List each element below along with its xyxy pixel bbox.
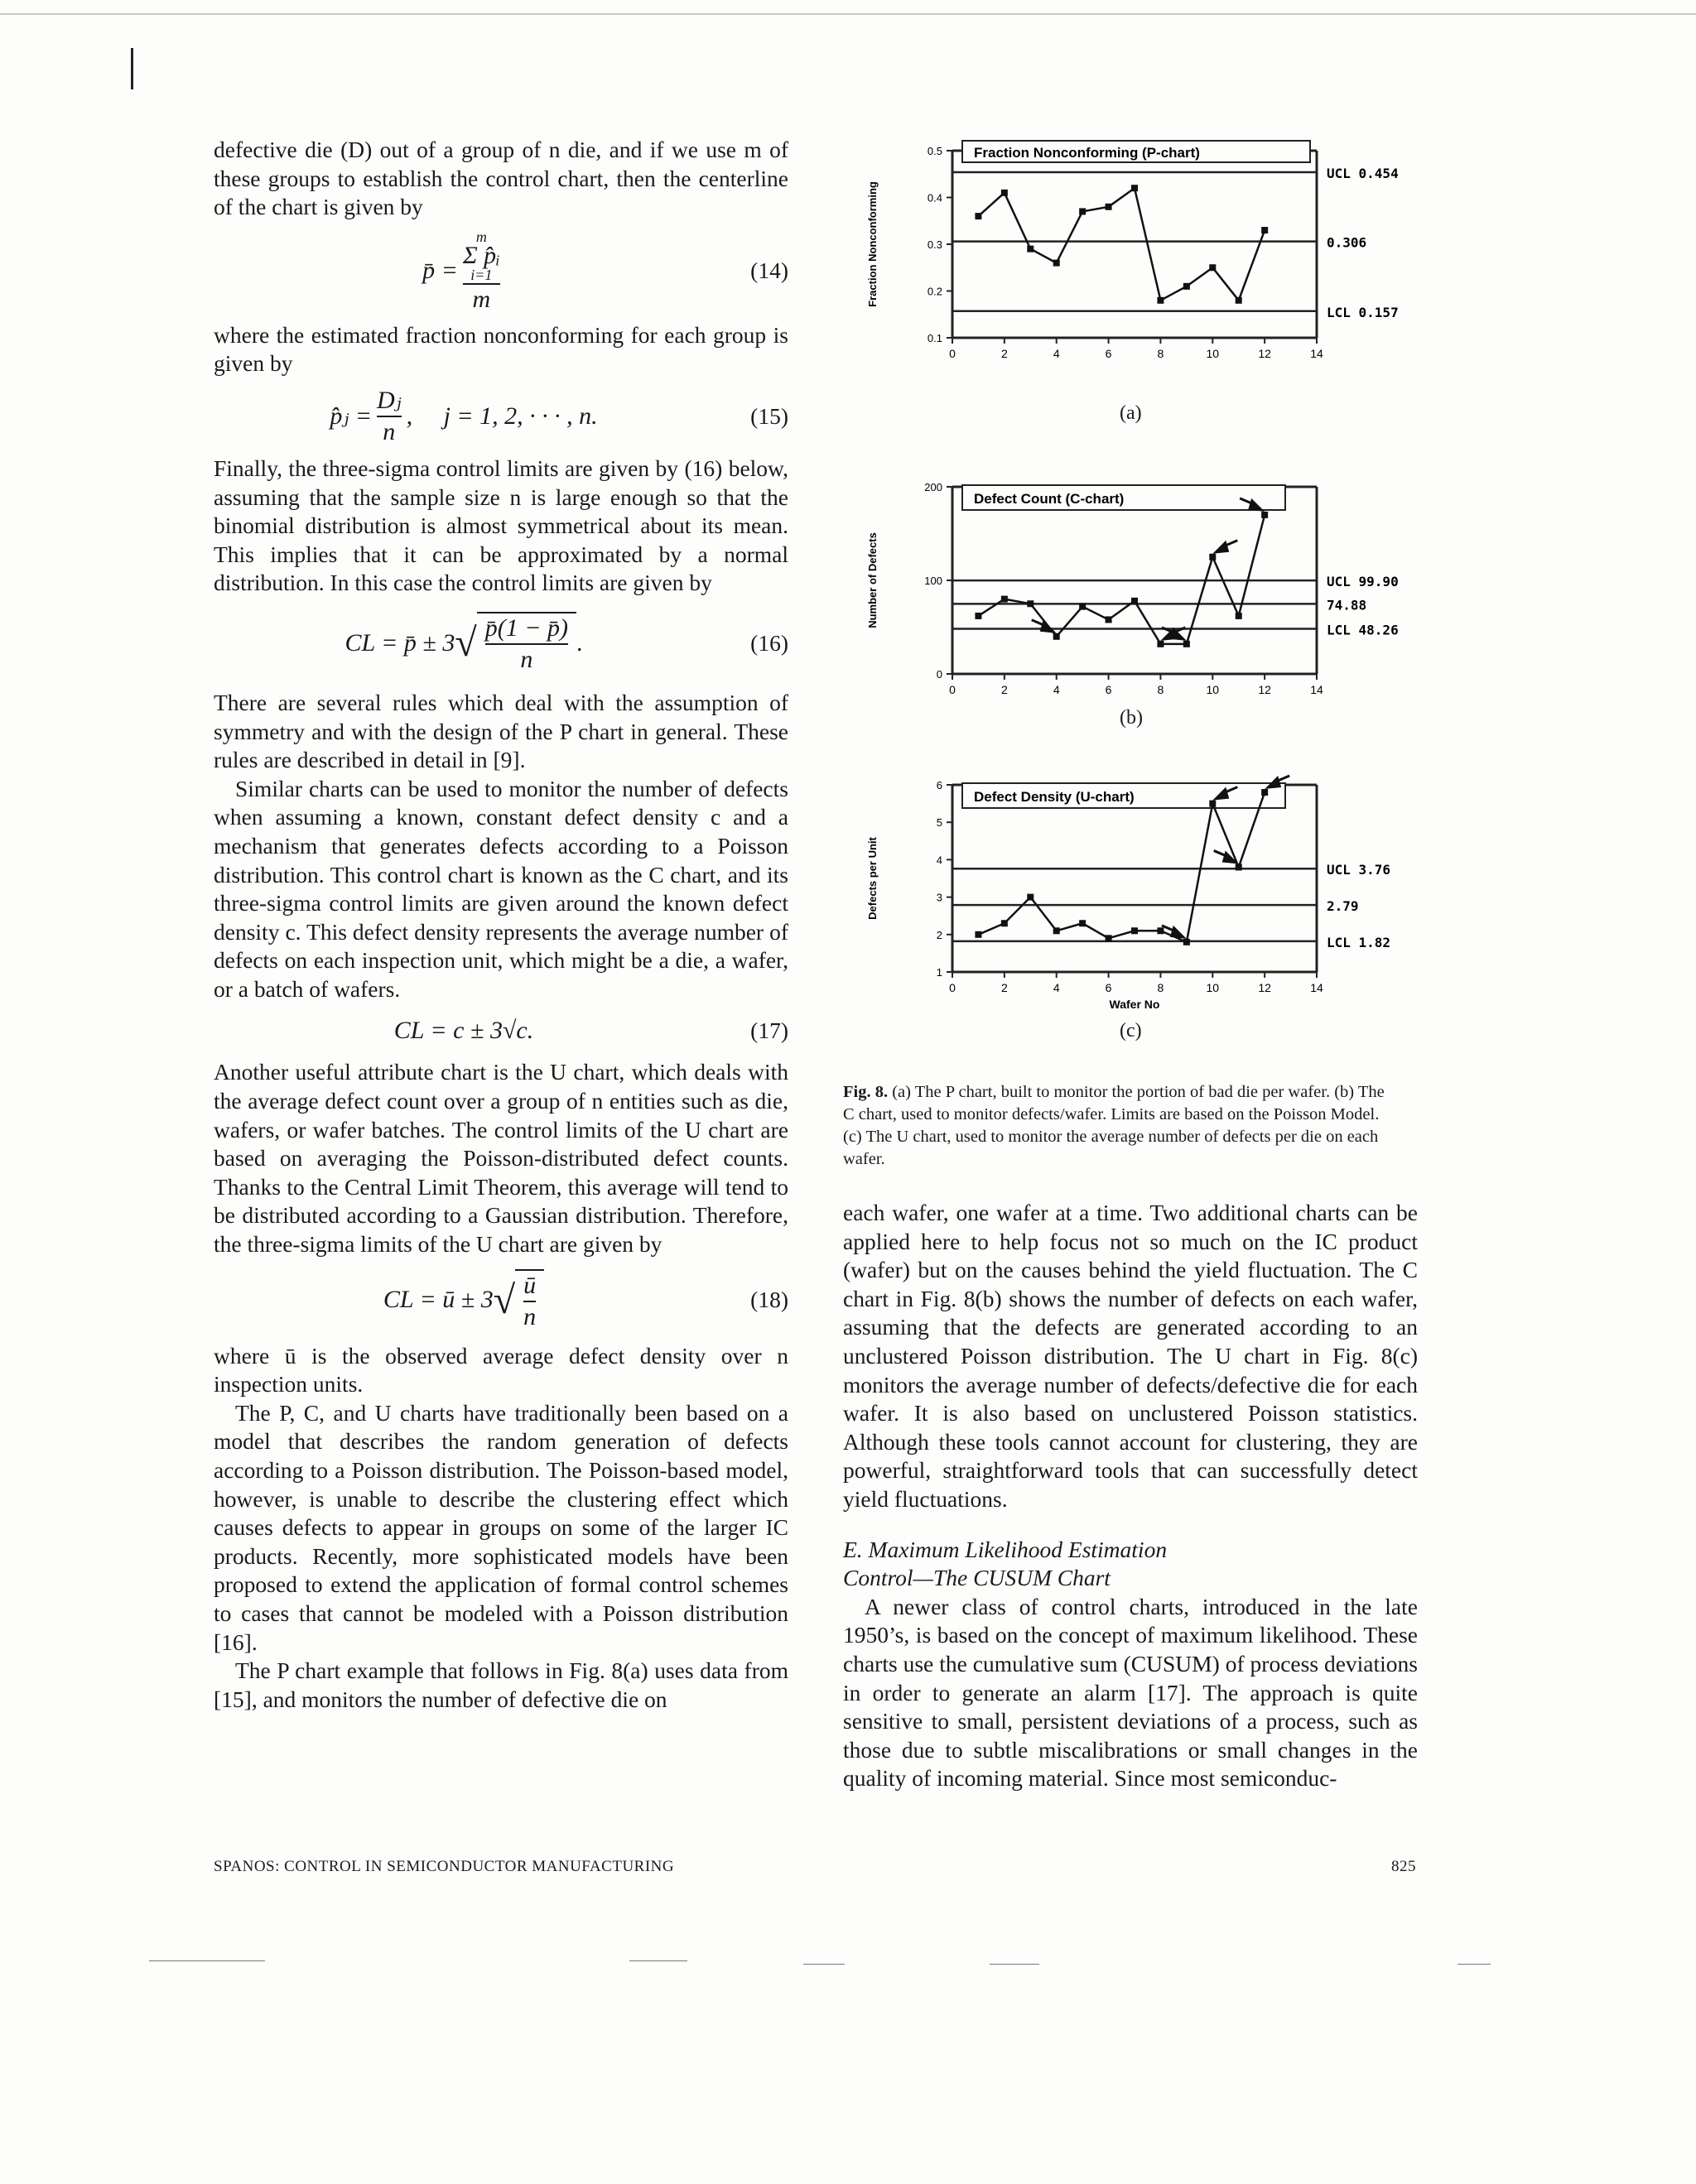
y-tick-label: 0.3 [927, 238, 942, 251]
x-tick-label: 4 [1053, 683, 1060, 696]
data-point [975, 613, 981, 619]
x-tick-label: 10 [1206, 347, 1220, 360]
eq16-number: (16) [750, 629, 788, 656]
data-point [1079, 920, 1086, 926]
data-point [1209, 264, 1216, 271]
x-tick-label: 8 [1157, 981, 1164, 994]
y-tick-label: 0.5 [927, 145, 942, 157]
paragraph: A newer class of control charts, introduced in the late 1950’s, is based on the concept of maximum likelihood. These charts use the cumulative sum (CUSUM) of process deviations in order to generate an alarm [17]. The approach is quite sensitive to small, persistent deviations of a process, such as those due to subtle miscalibrations or small changes in the quality of incoming material. Since most semiconduc- [843, 1593, 1418, 1792]
scan-artifact [629, 1960, 687, 1961]
limit-label-lcl: LCL 1.82 [1327, 934, 1391, 950]
eq15-denominator: n [377, 416, 402, 447]
eq15-number: (15) [750, 402, 788, 429]
running-title: SPANOS: CONTROL IN SEMICONDUCTOR MANUFACTURING [214, 1858, 675, 1875]
section-heading-cont: Control—The CUSUM Chart [843, 1565, 1111, 1591]
caption-text: (a) The P chart, built to monitor the portion of bad die per wafer. (b) The C chart, used to monitor defects/wafer. Limits are based on the Poisson Model. (c) The U chart, used to monitor the average number of defects per die on each wafer. [843, 1083, 1385, 1168]
paragraph: each wafer, one wafer at a time. Two additional charts can be applied here to help focus not so much on the IC product (wafer) but on the causes behind the yield fluctuation. The C chart in Fig. 8(b) shows the number of defects on each wafer, assuming that the defects are generated according to an unclustered Poisson distribution. The U chart in Fig. 8(c) monitors the average number of defects/defective die for each wafer. It is also based on unclustered Poisson statistics. Although these tools cannot account for clustering, they are powerful, straightforward tools that can successfully detect yield fluctuations. [843, 1200, 1418, 1512]
data-point [1053, 633, 1060, 640]
paragraph: The P, C, and U charts have traditionally been based on a model that describes the random generation of defects according to a Poisson distribution. The Poisson-based model, however, is unable to describe the clustering effect which causes defects to appear in groups on some of the larger IC products. Recently, more sophisticated models have been proposed to extend the application of formal control schemes to cases that cannot be modeled with a Poisson distribution [16]. [214, 1399, 788, 1655]
y-tick-label: 4 [936, 854, 942, 867]
page-number: 825 [1391, 1858, 1416, 1875]
data-point [1106, 935, 1112, 941]
data-point [1079, 208, 1086, 214]
data-point [1027, 894, 1034, 901]
x-tick-label: 10 [1206, 981, 1220, 994]
limit-label-ucl: UCL 99.90 [1327, 574, 1399, 590]
x-tick-label: 4 [1053, 981, 1060, 994]
limit-label-ucl: UCL 3.76 [1327, 862, 1391, 878]
data-point [1131, 185, 1138, 191]
x-tick-label: 14 [1310, 683, 1323, 696]
eq14-numerator: Σ p̂ᵢ [462, 241, 500, 269]
y-tick-label: 0.2 [927, 285, 942, 298]
data-point [1236, 613, 1242, 619]
alarm-arrow-tail [1214, 850, 1226, 855]
eq16-denominator: n [485, 643, 568, 675]
equation-16: CL = p̄ ± 3 √ $\frac{p̄(1 - p̄)}{n}$ . (16) [214, 598, 788, 689]
y-axis-label: Fraction Nonconforming [866, 181, 879, 307]
y-tick-label: 6 [936, 779, 942, 791]
data-point [1001, 920, 1008, 926]
x-tick-label: 4 [1053, 347, 1060, 360]
data-point [1106, 204, 1112, 210]
eq17-number: (17) [750, 1017, 788, 1044]
alarm-arrow [1170, 926, 1187, 939]
eq14-sum-lower: i=1 [470, 266, 493, 283]
x-tick-label: 14 [1310, 981, 1323, 994]
data-point [1157, 297, 1164, 304]
paragraph: Finally, the three-sigma control limits are given by (16) below, assuming that the sample size n is large enough so that the binomial distribution is almost symmetrical about its mean. This implies that it can be approximated by a normal distribution. In this case the control limits are given by [214, 455, 788, 596]
u-chart-svg [853, 767, 1433, 1114]
equation-15 [214, 378, 788, 455]
data-series-line [978, 188, 1265, 301]
figure-8b-c-chart [853, 469, 1433, 816]
eq18-lhs: CL = ū ± 3 [383, 1286, 494, 1314]
x-tick-label: 6 [1105, 683, 1112, 696]
scan-artifact [149, 1960, 265, 1961]
equation-18: CL = ū ± 3 √ $\frac{ū}{n}$ (18) [214, 1259, 788, 1342]
data-point [1001, 596, 1008, 603]
data-point [975, 213, 981, 219]
scan-artifact [990, 1964, 1039, 1965]
y-tick-label: 200 [924, 481, 942, 493]
figure-8c-label: (c) [1120, 1020, 1142, 1041]
data-point [1183, 641, 1190, 647]
eq18-denominator: n [523, 1301, 536, 1332]
figure-caption [843, 1081, 1398, 1171]
paragraph: There are several rules which deal with the assumption of symmetry and with the design of the P chart in general. These rules are described in detail in [9]. [214, 689, 788, 773]
data-point [1209, 801, 1216, 807]
alarm-arrow [1212, 541, 1229, 554]
page-top-rule [0, 13, 1696, 15]
equation-14 [214, 222, 788, 321]
x-tick-label: 6 [1105, 347, 1112, 360]
paragraph: Another useful attribute chart is the U chart, which deals with the average defect count over a group of n entities such as die, wafers, or wafer batches. The control limits of the U chart are based on averaging the Poisson-distributed defect counts. Thanks to the Central Limit Theorem, this average will tend to be distributed according to a Gaussian distribution. Therefore, the three-sigma limits of the U chart are given by [214, 1059, 788, 1258]
x-tick-label: 8 [1157, 683, 1164, 696]
y-tick-label: 5 [936, 816, 942, 830]
limit-label-ucl: UCL 0.454 [1327, 165, 1399, 181]
y-axis-label: Defects per Unit [866, 837, 879, 920]
chart-title: Defect Density (U-chart) [974, 789, 1135, 805]
data-point [1131, 598, 1138, 604]
data-point [1209, 554, 1216, 560]
limit-label-center: 0.306 [1327, 234, 1367, 251]
data-point [1079, 604, 1086, 610]
x-tick-label: 0 [949, 683, 956, 696]
c-chart-svg [853, 469, 1433, 816]
paragraph: defective die (D) out of a group of n die, and if we use m of these groups to establish the control chart, then the centerline of the chart is given by [214, 137, 788, 220]
x-tick-label: 2 [1000, 683, 1008, 696]
equation-17 [214, 1003, 788, 1058]
figure-8a-p-chart [853, 132, 1433, 480]
data-series-line [978, 792, 1265, 942]
y-axis-label: Number of Defects [866, 532, 879, 628]
data-point [1183, 283, 1190, 290]
y-tick-label: 2 [936, 928, 942, 941]
eq14-sum-upper: m [475, 228, 487, 245]
y-tick-label: 3 [936, 891, 942, 904]
eq14-lhs: p̄ = [422, 257, 458, 285]
left-column [214, 136, 788, 1714]
x-tick-label: 10 [1206, 683, 1220, 696]
y-tick-label: 0 [936, 668, 942, 681]
eq16-lhs: CL = p̄ ± 3 [344, 628, 455, 657]
figure-8c-u-chart [853, 767, 1433, 1114]
eq17-expr: CL = c ± 3√c. [393, 1017, 534, 1045]
y-tick-label: 100 [924, 575, 942, 587]
figure-8a-label: (a) [1120, 402, 1142, 424]
data-point [1027, 600, 1034, 607]
limit-label-center: 74.88 [1327, 597, 1367, 613]
x-tick-label: 0 [949, 347, 956, 360]
x-tick-label: 12 [1258, 981, 1271, 994]
eq18-number: (18) [750, 1287, 788, 1313]
eq14-number: (14) [750, 257, 788, 284]
eq15-rhs: , j = 1, 2, · · · , n. [406, 402, 598, 430]
scan-artifact [1458, 1964, 1491, 1965]
caption-label: Fig. 8. [843, 1083, 889, 1101]
scan-artifact [803, 1964, 845, 1965]
data-point [1053, 927, 1060, 934]
data-point [1183, 939, 1190, 945]
alarm-arrow-tail [1226, 541, 1237, 546]
alarm-arrow-tail [1278, 776, 1289, 781]
data-point [1236, 297, 1242, 304]
y-tick-label: 1 [936, 966, 942, 979]
x-tick-label: 14 [1310, 347, 1323, 360]
x-tick-label: 2 [1000, 981, 1008, 994]
eq15-lhs: p̂ⱼ = [330, 402, 372, 430]
change-bar [131, 48, 133, 89]
data-point [1001, 190, 1008, 196]
y-tick-label: 0.4 [927, 191, 942, 204]
eq14-denominator: m [463, 283, 500, 315]
eq18-numerator: ū [523, 1271, 537, 1299]
data-point [1027, 246, 1034, 253]
eq16-tail: . [576, 628, 583, 657]
limit-label-lcl: LCL 0.157 [1327, 304, 1399, 320]
right-column [843, 1199, 1418, 1793]
alarm-arrow [1040, 620, 1057, 633]
eq16-numerator: p̄(1 − p̄) [484, 613, 568, 642]
alarm-arrow-tail [1032, 620, 1043, 625]
paragraph: Similar charts can be used to monitor the number of defects when assuming a known, constant defect density c and a mechanism that generates defects according to a Poisson distribution. This control chart is known as the C chart, and its three-sigma control limits are given around the known defect density c. This defect density represents the average number of defects on each inspection unit, which might be a die, a wafer, or a batch of wafers. [214, 775, 788, 1002]
x-tick-label: 12 [1258, 347, 1271, 360]
data-point [1261, 789, 1268, 796]
alarm-arrow [1222, 850, 1239, 863]
x-tick-label: 12 [1258, 683, 1271, 696]
data-point [975, 931, 981, 938]
data-point [1261, 227, 1268, 233]
x-tick-label: 2 [1000, 347, 1008, 360]
data-point [1261, 512, 1268, 518]
y-tick-label: 0.1 [927, 332, 942, 344]
figure-8b-label: (b) [1120, 707, 1143, 729]
limit-label-lcl: LCL 48.26 [1327, 622, 1399, 638]
paragraph: The P chart example that follows in Fig. 8(a) uses data from [15], and monitors the number of defective die on [214, 1657, 788, 1712]
p-chart-svg [853, 132, 1433, 480]
x-tick-label: 0 [949, 981, 956, 994]
data-point [1157, 641, 1164, 647]
x-tick-label: 6 [1105, 981, 1112, 994]
paragraph: where the estimated fraction nonconforming for each group is given by [214, 321, 788, 377]
data-point [1157, 927, 1164, 934]
section-heading: E. Maximum Likelihood Estimation [843, 1536, 1168, 1562]
data-point [1053, 260, 1060, 267]
x-tick-label: 8 [1157, 347, 1164, 360]
data-point [1106, 616, 1112, 623]
paragraph: where ū is the observed average defect density over n inspection units. [214, 1342, 788, 1397]
eq15-numerator: Dⱼ [376, 386, 402, 414]
limit-label-center: 2.79 [1327, 898, 1359, 915]
chart-title: Fraction Nonconforming (P-chart) [974, 145, 1200, 161]
chart-title: Defect Count (C-chart) [974, 491, 1125, 507]
x-axis-label: Wafer No [1109, 998, 1160, 1011]
data-point [1236, 863, 1242, 870]
data-point [1131, 927, 1138, 934]
